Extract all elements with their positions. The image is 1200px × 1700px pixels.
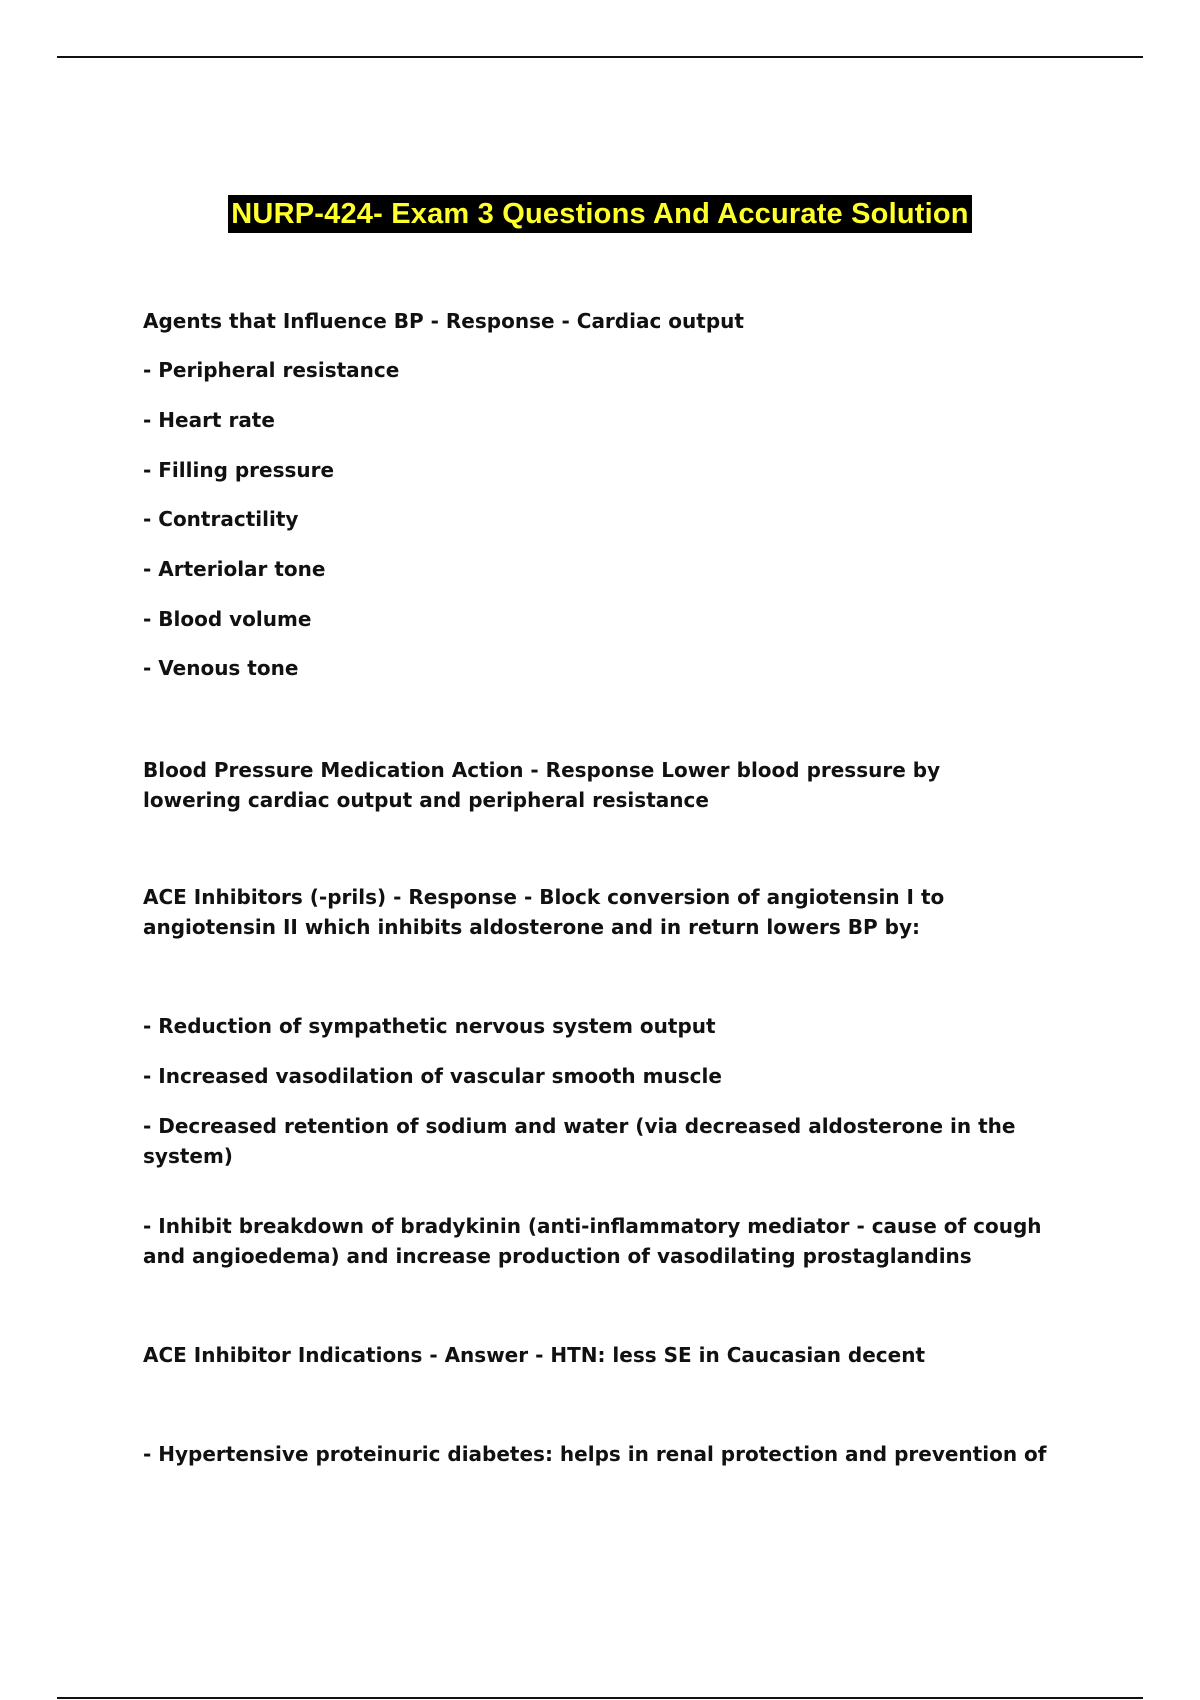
list-item-sympathetic-reduction: - Reduction of sympathetic nervous system output	[143, 1014, 716, 1038]
list-item-venous-tone: - Venous tone	[143, 656, 299, 680]
list-item-vasodilation: - Increased vasodilation of vascular smooth muscle	[143, 1064, 722, 1088]
document-title: NURP-424- Exam 3 Questions And Accurate Solution	[228, 195, 971, 233]
qa-bp-medication-action: Blood Pressure Medication Action - Response Lower blood pressure by lowering cardiac output and peripheral resistance	[143, 758, 941, 812]
list-item-peripheral-resistance: - Peripheral resistance	[143, 358, 400, 382]
list-item-blood-volume: - Blood volume	[143, 607, 312, 631]
qa-ace-inhibitor-indications: ACE Inhibitor Indications - Answer - HTN: less SE in Caucasian decent	[143, 1343, 926, 1367]
list-item-hypertensive-proteinuric-diabetes: - Hypertensive proteinuric diabetes: helps in renal protection and prevention of	[143, 1442, 1047, 1466]
list-item-heart-rate: - Heart rate	[143, 408, 275, 432]
header-rule	[57, 56, 1143, 58]
list-item-contractility: - Contractility	[143, 507, 299, 531]
list-item-filling-pressure: - Filling pressure	[143, 458, 335, 482]
list-item-bradykinin: - Inhibit breakdown of bradykinin (anti-inflammatory mediator - cause of cough and angioedema) and increase production of vasodilating prostaglandins	[143, 1214, 1042, 1268]
title-container	[0, 195, 1200, 233]
qa-agents-influence-bp: Agents that Influence BP - Response - Cardiac output	[143, 309, 744, 333]
list-item-sodium-water-retention: - Decreased retention of sodium and water (via decreased aldosterone in the system)	[143, 1114, 1016, 1168]
footer-rule	[57, 1697, 1143, 1699]
list-item-arteriolar-tone: - Arteriolar tone	[143, 557, 326, 581]
qa-ace-inhibitors: ACE Inhibitors (-prils) - Response - Block conversion of angiotensin I to angiotensin II which inhibits aldosterone and in return lowers BP by:	[143, 885, 945, 939]
